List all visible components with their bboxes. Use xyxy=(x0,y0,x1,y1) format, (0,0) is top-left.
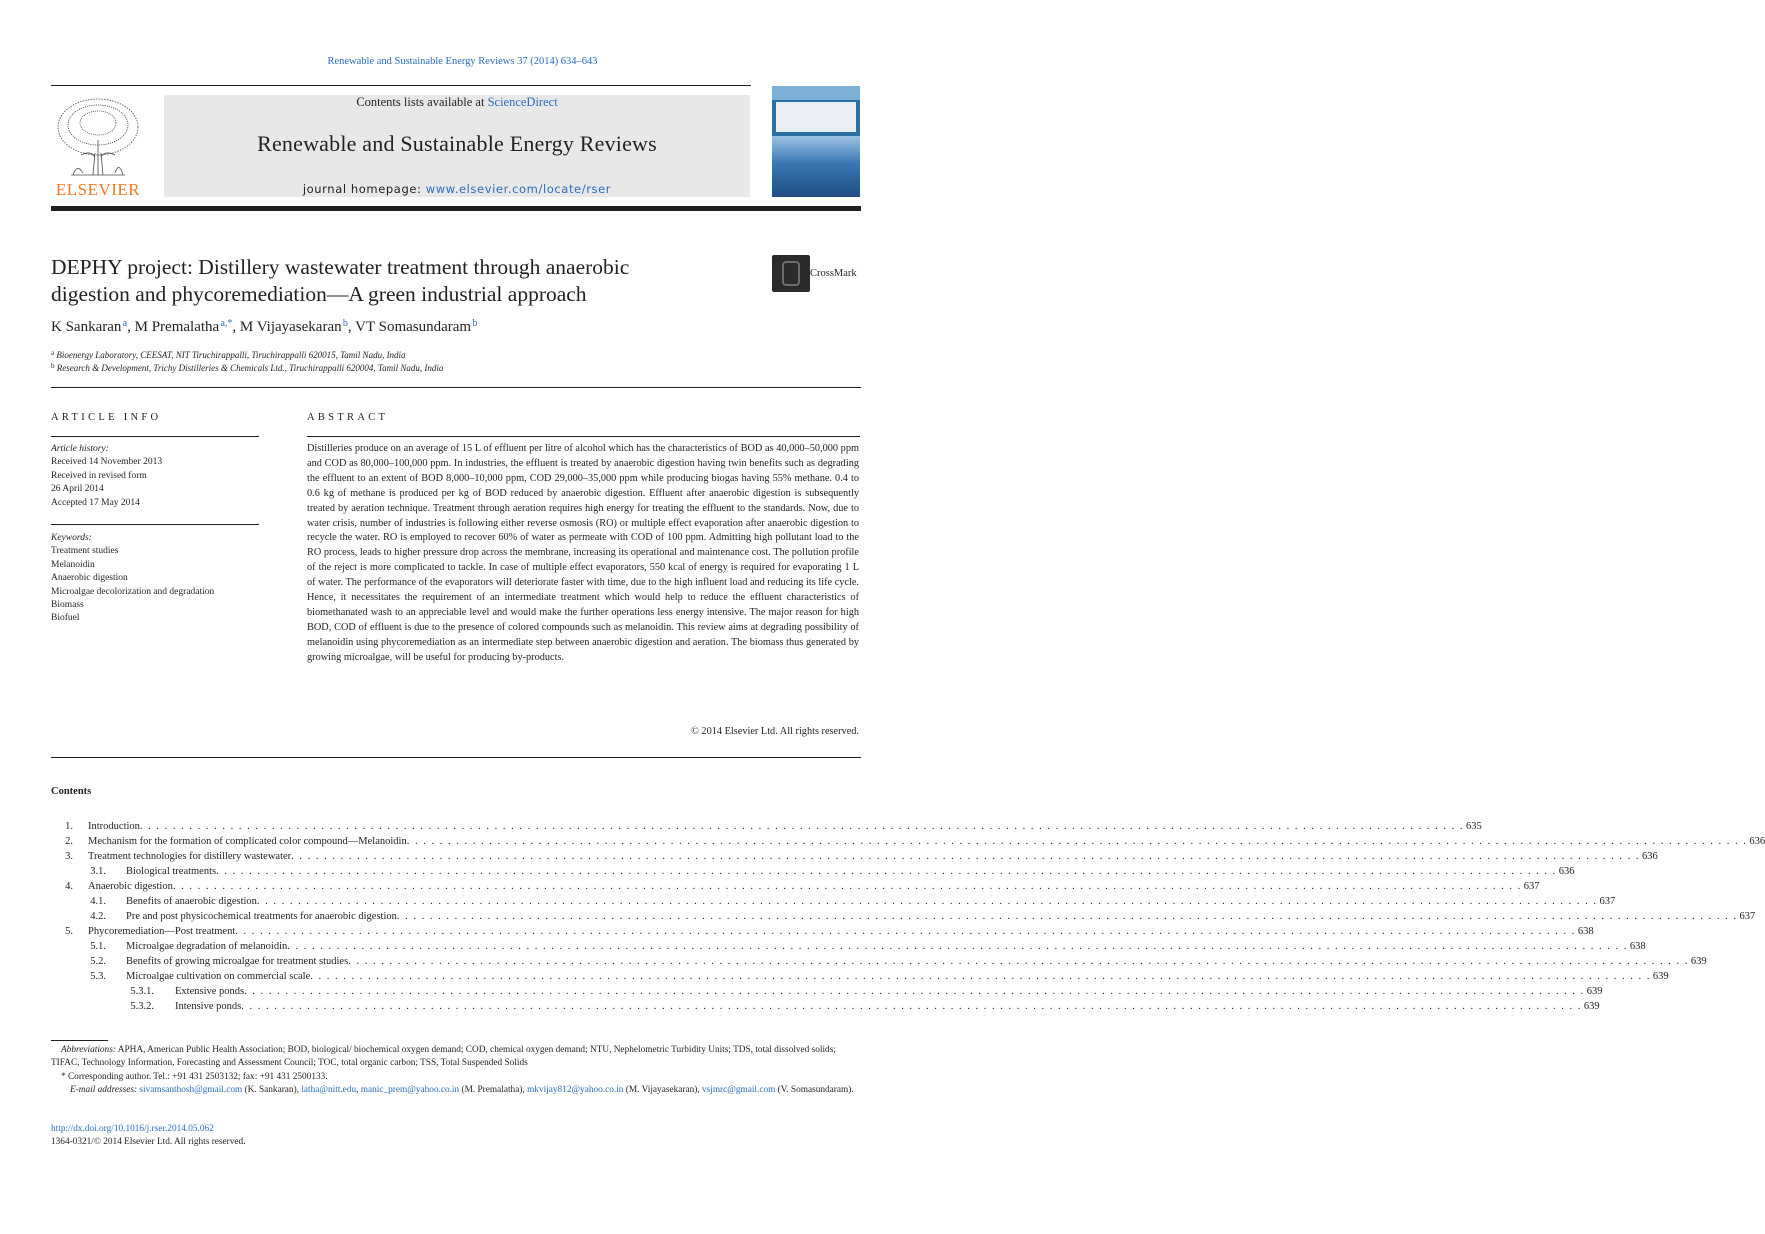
header-top-rule xyxy=(51,85,751,86)
crossmark-badge[interactable] xyxy=(772,255,862,293)
toc-leader: . . . . . . . . . . . . . . . . . . . . . . . . . . . . . . . . . . . . . . . . . . . . . . . . . . . . . . . . . . . . . . . . . . . . . . . . . . . . . . . . . . . . . . . . . . . . . . . . . . . . . . . . . . . . . . . . . . . . . . . . . . . . . . . . . . . . . . . . . . . . . . . . . . . . . . . . . . . . . . . . . . . xyxy=(256,896,1598,907)
toc-page: 637 xyxy=(1523,881,1540,892)
journal-name: Renewable and Sustainable Energy Reviews xyxy=(257,131,657,156)
toc-leader: . . . . . . . . . . . . . . . . . . . . . . . . . . . . . . . . . . . . . . . . . . . . . . . . . . . . . . . . . . . . . . . . . . . . . . . . . . . . . . . . . . . . . . . . . . . . . . . . . . . . . . . . . . . . . . . . . . . . . . . . . . . . . . . . . . . . . . . . . . . . . . . . . . . . . . . . . . . . . . . . . . . xyxy=(396,911,1738,922)
toc-leader: . . . . . . . . . . . . . . . . . . . . . . . . . . . . . . . . . . . . . . . . . . . . . . . . . . . . . . . . . . . . . . . . . . . . . . . . . . . . . . . . . . . . . . . . . . . . . . . . . . . . . . . . . . . . . . . . . . . . . . . . . . . . . . . . . . . . . . . . . . . . . . . . . . . . . . . . . . . . . . . . . xyxy=(139,821,1465,832)
toc-number: 4.1. xyxy=(90,896,106,907)
abstract-divider xyxy=(51,757,861,758)
toc-entry[interactable] xyxy=(51,969,1669,984)
toc-leader: . . . . . . . . . . . . . . . . . . . . . . . . . . . . . . . . . . . . . . . . . . . . . . . . . . . . . . . . . . . . . . . . . . . . . . . . . . . . . . . . . . . . . . . . . . . . . . . . . . . . . . . . . . . . . . . . . . . . . . . . . . . . . . . . . . . . . . . . . . . . . . . . . . . . . . . . . . . . . . . . . . . . xyxy=(172,881,1522,892)
author-name[interactable]: M Premalatha xyxy=(134,319,220,335)
author-sup[interactable]: b xyxy=(472,318,478,329)
toc-number: 2. xyxy=(65,836,73,847)
toc-title: Microalgae cultivation on commercial scale xyxy=(126,971,311,982)
toc-page: 639 xyxy=(1583,1001,1600,1012)
author-name[interactable]: VT Somasundaram xyxy=(355,319,472,335)
page-footer xyxy=(51,1123,861,1150)
cover-title-area xyxy=(776,102,856,132)
doi-link[interactable]: http://dx.doi.org/10.1016/j.rser.2014.05.062 xyxy=(51,1124,214,1134)
keywords-label: Keywords: xyxy=(51,533,92,543)
journal-cover-thumbnail[interactable] xyxy=(772,86,860,197)
toc-leader: . . . . . . . . . . . . . . . . . . . . . . . . . . . . . . . . . . . . . . . . . . . . . . . . . . . . . . . . . . . . . . . . . . . . . . . . . . . . . . . . . . . . . . . . . . . . . . . . . . . . . . . . . . . . . . . . . . . . . . . . . . . . . . . . . . . . . . . . . . . . . . . . . . . . . . . . . . . . . . . . . . . xyxy=(241,1001,1582,1012)
title-line-2: digestion and phycoremediation—A green industrial approach xyxy=(51,282,587,306)
cover-band xyxy=(772,86,860,100)
info-rule-top xyxy=(51,436,259,437)
history-item: Received in revised form xyxy=(51,470,147,481)
toc-page: 635 xyxy=(1466,821,1482,832)
toc-entry[interactable] xyxy=(51,984,1603,999)
keyword: Anaerobic digestion xyxy=(51,573,128,584)
crossmark-label: CrossMark xyxy=(810,268,857,279)
toc-title: Biological treatments xyxy=(126,866,217,877)
toc-title: Benefits of anaerobic digestion xyxy=(126,896,257,907)
author-name[interactable]: M Vijayasekaran xyxy=(239,319,342,335)
article-history xyxy=(51,443,261,510)
toc-number: 5.3. xyxy=(90,971,106,982)
toc-title: Microalgae degradation of melanoidin xyxy=(126,941,288,952)
keyword: Biofuel xyxy=(51,613,80,624)
email-link[interactable]: vsjmrc@gmail.com xyxy=(701,1085,776,1096)
email-note: E-mail addresses: sivamsanthosh@gmail.com (K. Sankaran), latha@nitt.edu, manic_prem@yahoo.co.in (M. Premalatha), mkvijay812@yahoo.co.in (M. Vijayasekaran), vsjmrc@gmail.com (V. Somasundaram). xyxy=(70,1085,854,1096)
toc-leader: . . . . . . . . . . . . . . . . . . . . . . . . . . . . . . . . . . . . . . . . . . . . . . . . . . . . . . . . . . . . . . . . . . . . . . . . . . . . . . . . . . . . . . . . . . . . . . . . . . . . . . . . . . . . . . . . . . . . . . . . . . . . . . . . . . . . . . . . . . . . . . . . . . . . . . . . . . . . . . . . . . . xyxy=(216,866,1557,877)
toc-page: 637 xyxy=(1599,896,1616,907)
elsevier-wordmark: ELSEVIER xyxy=(55,180,141,199)
affiliation-a: $^a$ Bioenergy Laboratory, CEESAT, NIT Tiruchirappalli, Tiruchirappalli 620015, Tamil Nadu, India xyxy=(51,349,406,360)
toc-title: Mechanism for the formation of complicated color compound—Melanoidin xyxy=(88,836,407,847)
keywords xyxy=(51,532,261,626)
toc-leader: . . . . . . . . . . . . . . . . . . . . . . . . . . . . . . . . . . . . . . . . . . . . . . . . . . . . . . . . . . . . . . . . . . . . . . . . . . . . . . . . . . . . . . . . . . . . . . . . . . . . . . . . . . . . . . . . . . . . . . . . . . . . . . . . . . . . . . . . . . . . . . . . . . . . . . . . . . . . . . . . . . . xyxy=(287,941,1628,952)
crossmark-icon xyxy=(772,255,810,292)
abstract-heading: ABSTRACT xyxy=(307,412,389,423)
toc-title: Anaerobic digestion xyxy=(88,881,173,892)
keyword: Melanoidin xyxy=(51,559,95,570)
toc-leader: . . . . . . . . . . . . . . . . . . . . . . . . . . . . . . . . . . . . . . . . . . . . . . . . . . . . . . . . . . . . . . . . . . . . . . . . . . . . . . . . . . . . . . . . . . . . . . . . . . . . . . . . . . . . . . . . . . . . . . . . . . . . . . . . . . . . . . . . . . . . . . . . . . . . . . . . . . . . . . . . . . . xyxy=(348,956,1689,967)
toc-leader: . . . . . . . . . . . . . . . . . . . . . . . . . . . . . . . . . . . . . . . . . . . . . . . . . . . . . . . . . . . . . . . . . . . . . . . . . . . . . . . . . . . . . . . . . . . . . . . . . . . . . . . . . . . . . . . . . . . . . . . . . . . . . . . . . . . . . . . . . . . . . . . . . . . . . . . . . . . . . . . . . . . xyxy=(244,986,1585,997)
contents-available: Contents lists available at ScienceDirect xyxy=(356,95,558,109)
toc-entry[interactable] xyxy=(51,879,1540,894)
toc-page: 636 xyxy=(1749,836,1765,847)
toc-page: 639 xyxy=(1690,956,1707,967)
footnotes xyxy=(51,1044,861,1098)
toc-entry[interactable] xyxy=(51,924,1594,939)
toc-number: 5.2. xyxy=(90,956,106,967)
journal-citation[interactable]: Renewable and Sustainable Energy Reviews 37 (2014) 634–643 xyxy=(327,56,598,67)
abstract-rule xyxy=(307,436,860,437)
toc-number: 4. xyxy=(65,881,73,892)
toc-entry[interactable] xyxy=(51,894,1616,909)
toc-number: 5.3.2. xyxy=(130,1001,154,1012)
toc-number: 4.2. xyxy=(90,911,106,922)
author-list: K Sankaran $^a$, M Premalatha $^{a,*}$, M Vijayasekaran $^b$, VT Somasundaram $^b$ xyxy=(51,318,478,335)
toc-page: 639 xyxy=(1586,986,1603,997)
journal-homepage: journal homepage: www.elsevier.com/locate/rser xyxy=(302,182,612,196)
toc-page: 637 xyxy=(1739,911,1756,922)
contents-title: Contents xyxy=(51,786,92,797)
issn-line: 1364-0321/© 2014 Elsevier Ltd. All rights reserved. xyxy=(51,1137,246,1148)
keyword: Microalgae decolorization and degradation xyxy=(51,586,215,597)
abbreviations-note: Abbreviations: APHA, American Public Health Association; BOD, biological/ biochemical oxygen demand; COD, chemical oxygen demand; NTU, Nephelometric Turbidity Units; TDS, total dissolved solids; TIFAC, Technology Information, Forecasting and Assessment Council; TOC, total organic carbon; TSS, Total Suspended Solids xyxy=(51,1045,836,1069)
author-name[interactable]: K Sankaran xyxy=(51,319,122,335)
toc-title: Intensive ponds xyxy=(175,1001,242,1012)
toc-entry[interactable] xyxy=(51,939,1646,954)
toc-leader: . . . . . . . . . . . . . . . . . . . . . . . . . . . . . . . . . . . . . . . . . . . . . . . . . . . . . . . . . . . . . . . . . . . . . . . . . . . . . . . . . . . . . . . . . . . . . . . . . . . . . . . . . . . . . . . . . . . . . . . . . . . . . . . . . . . . . . . . . . . . . . . . . . . . . . . . . . . . . . . . . . . . xyxy=(291,851,1641,862)
toc-entry[interactable] xyxy=(51,999,1600,1014)
history-item: 26 April 2014 xyxy=(51,484,104,495)
email-link[interactable]: manic_prem@yahoo.co.in xyxy=(360,1085,460,1096)
email-link[interactable]: latha@nitt.edu xyxy=(301,1085,357,1096)
header-bottom-rule xyxy=(51,206,861,211)
toc-number: 3. xyxy=(65,851,73,862)
abstract-copyright: © 2014 Elsevier Ltd. All rights reserved. xyxy=(691,726,859,737)
abstract-body: Distilleries produce on an average of 15 L of effluent per litre of alcohol which has the characteristics of BOD as 40,000–50,000 ppm and COD as 80,000–100,000 ppm. In industries, the effluent is treated by anaerobic digestion having twin benefits such as degrading the effluent to an extent of BOD 8,000–10,000 ppm, COD 29,000–35,000 ppm while producing biogas having 55% methane. 0.4 to 0.6 kg of methane is produced per kg of BOD reduced by anaerobic digestion. Effluent after anaerobic digestion is subsequently treated by aeration technique. Treatment through aeration requires high energy for treating the effluent to the standards. Now, due to water crisis, number of industries is following either reverse osmosis (RO) or multiple effect evaporation after anaerobic digestion to recycle the water. RO is employed to recover 60% of water as permeate with COD of 100 ppm. Admitting high pollutant load to the RO process, leads to higher pressure drop across the membrane, increasing its operational and maintenance cost. The pollution profile of the reject is more complicated to tackle. In case of multiple effect evaporators, 550 kcal of energy is required for evaporating 1 L of water. The performance of the evaporators will deteriorate faster with time, due to the high influent load and reducing its life cycle. Hence, it necessitates the requirement of an intermediate treatment which would help to reduce the effluent characteristics of biomethanated wash to an appreciable level and would make the further operations less energy intensive. The major reason for high BOD, COD of effluent is due to the presence of colored compounds such as melanoidin. This review aims at degrading possibility of melanoidin using phycoremediation as an intermediate step between anaerobic digestion and aeration. The biomass thus generated by growing microalgae, will be useful for producing by-products. xyxy=(307,443,859,663)
keyword: Treatment studies xyxy=(51,546,119,557)
toc-number: 1. xyxy=(65,821,73,832)
author-sup[interactable]: b xyxy=(342,318,348,329)
info-rule-mid xyxy=(51,524,259,525)
toc-title: Extensive ponds xyxy=(175,986,245,997)
toc-entry[interactable] xyxy=(51,834,1765,849)
toc-number: 3.1. xyxy=(90,866,106,877)
toc-number: 5.3.1. xyxy=(130,986,154,997)
toc-entry[interactable] xyxy=(51,864,1575,879)
toc-leader: . . . . . . . . . . . . . . . . . . . . . . . . . . . . . . . . . . . . . . . . . . . . . . . . . . . . . . . . . . . . . . . . . . . . . . . . . . . . . . . . . . . . . . . . . . . . . . . . . . . . . . . . . . . . . . . . . . . . . . . . . . . . . . . . . . . . . . . . . . . . . . . . . . . . . . . . . . . . . . . . . . . xyxy=(406,836,1748,847)
toc-page: 638 xyxy=(1629,941,1646,952)
toc-leader: . . . . . . . . . . . . . . . . . . . . . . . . . . . . . . . . . . . . . . . . . . . . . . . . . . . . . . . . . . . . . . . . . . . . . . . . . . . . . . . . . . . . . . . . . . . . . . . . . . . . . . . . . . . . . . . . . . . . . . . . . . . . . . . . . . . . . . . . . . . . . . . . . . . . . . . . . . . . . . . . . . . xyxy=(310,971,1651,982)
author-sup[interactable]: a,* xyxy=(220,318,233,329)
toc-title: Treatment technologies for distillery wastewater xyxy=(88,851,292,862)
toc-title: Pre and post physicochemical treatments for anaerobic digestion xyxy=(126,911,397,922)
footnote-rule xyxy=(51,1040,108,1041)
toc-entry[interactable] xyxy=(51,954,1707,969)
homepage-link[interactable]: www.elsevier.com/locate/rser xyxy=(425,182,612,196)
toc-page: 638 xyxy=(1577,926,1594,937)
toc-page: 636 xyxy=(1558,866,1575,877)
toc-page: 636 xyxy=(1642,851,1658,862)
sciencedirect-link[interactable]: ScienceDirect xyxy=(487,95,558,109)
toc-entry[interactable] xyxy=(51,909,1756,924)
history-item: Accepted 17 May 2014 xyxy=(51,497,140,508)
corresponding-author-note: * Corresponding author. Tel.: +91 431 2503132; fax: +91 431 2500133. xyxy=(61,1071,328,1082)
toc-number: 5.1. xyxy=(90,941,106,952)
toc-title: Introduction xyxy=(88,821,140,832)
history-label: Article history: xyxy=(51,444,109,454)
toc-title: Phycoremediation—Post treatment xyxy=(88,926,236,937)
toc-entry[interactable] xyxy=(51,849,1658,864)
email-link[interactable]: mkvijay812@yahoo.co.in xyxy=(527,1085,624,1096)
email-link[interactable]: sivamsanthosh@gmail.com xyxy=(139,1085,243,1096)
affiliation-b: $^b$ Research & Development, Trichy Distilleries & Chemicals Ltd., Tiruchirappalli 620004, Tamil Nadu, India xyxy=(51,362,444,373)
toc-title: Benefits of growing microalgae for treatment studies xyxy=(126,956,349,967)
history-item: Received 14 November 2013 xyxy=(51,457,163,468)
toc-entry[interactable] xyxy=(51,819,1482,834)
cover-image xyxy=(772,136,860,197)
toc-number: 5. xyxy=(65,926,73,937)
toc-page: 639 xyxy=(1652,971,1669,982)
article-title xyxy=(51,254,751,308)
title-divider xyxy=(51,387,861,388)
title-line-1: DEPHY project: Distillery wastewater treatment through anaerobic xyxy=(51,255,630,279)
author-sup[interactable]: a xyxy=(122,318,128,329)
toc-leader: . . . . . . . . . . . . . . . . . . . . . . . . . . . . . . . . . . . . . . . . . . . . . . . . . . . . . . . . . . . . . . . . . . . . . . . . . . . . . . . . . . . . . . . . . . . . . . . . . . . . . . . . . . . . . . . . . . . . . . . . . . . . . . . . . . . . . . . . . . . . . . . . . . . . . . . . . . . . . . . . . . . xyxy=(235,926,1576,937)
article-info-heading: ARTICLE INFO xyxy=(51,412,162,423)
keyword: Biomass xyxy=(51,600,84,611)
